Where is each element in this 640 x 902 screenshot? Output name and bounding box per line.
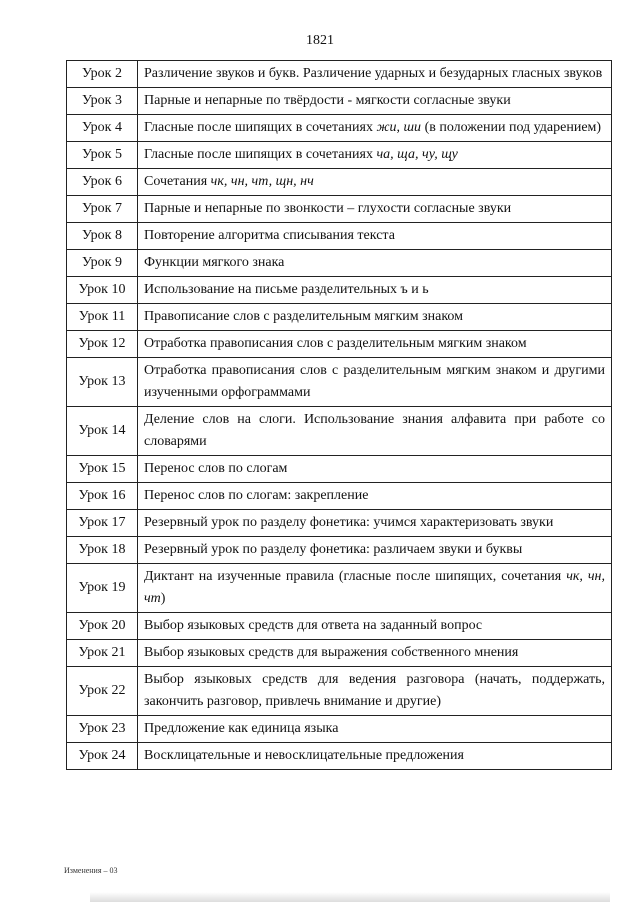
lesson-topic <box>138 331 612 358</box>
scan-bottom-edge <box>90 892 610 902</box>
table-row <box>67 61 612 88</box>
lesson-number: Урок 6 <box>67 169 138 196</box>
topic-text: Гласные после шипящих в сочетаниях <box>144 147 377 162</box>
topic-text: Резервный урок по разделу фонетика: учимся характеризовать звуки <box>144 515 554 530</box>
table-row <box>67 613 612 640</box>
topic-text: Парные и непарные по твёрдости - мягкости согласные звуки <box>144 93 511 108</box>
table-row <box>67 223 612 250</box>
page-number: 1821 <box>306 33 334 48</box>
topic-text: Перенос слов по слогам <box>144 461 288 476</box>
lesson-topic <box>138 510 612 537</box>
topic-text: , <box>396 120 404 135</box>
table-row <box>67 250 612 277</box>
topic-italic-text: ши <box>403 120 422 135</box>
table-row <box>67 640 612 667</box>
lesson-topic <box>138 61 612 88</box>
lesson-table-body <box>67 61 612 770</box>
lesson-number: Урок 2 <box>67 61 138 88</box>
lesson-number: Урок 11 <box>67 304 138 331</box>
topic-italic-text: жи <box>376 120 397 135</box>
lesson-topic <box>138 716 612 743</box>
lesson-topic <box>138 537 612 564</box>
lesson-topic <box>138 88 612 115</box>
table-row <box>67 331 612 358</box>
lesson-number: Урок 24 <box>67 743 138 770</box>
lesson-number: Урок 14 <box>67 407 138 456</box>
table-row <box>67 142 612 169</box>
table-row <box>67 196 612 223</box>
topic-text: Восклицательные и невосклицательные предложения <box>144 748 464 763</box>
topic-text: Резервный урок по разделу фонетика: различаем звуки и буквы <box>144 542 523 557</box>
lesson-number: Урок 5 <box>67 142 138 169</box>
lesson-number: Урок 12 <box>67 331 138 358</box>
topic-text: Правописание слов с разделительным мягким знаком <box>144 309 464 324</box>
lesson-topic <box>138 483 612 510</box>
lesson-number: Урок 4 <box>67 115 138 142</box>
table-row <box>67 564 612 613</box>
lesson-topic <box>138 613 612 640</box>
table-row <box>67 743 612 770</box>
topic-text: Деление слов на слоги. Использование знания алфавита при работе со словарями <box>144 412 605 449</box>
lesson-number: Урок 22 <box>67 667 138 716</box>
lesson-number: Урок 17 <box>67 510 138 537</box>
table-row <box>67 537 612 564</box>
topic-text: Выбор языковых средств для ответа на заданный вопрос <box>144 618 483 633</box>
topic-text: Выбор языковых средств для выражения собственного мнения <box>144 645 519 660</box>
topic-text: Различение звуков и букв. Различение ударных и безударных гласных звуков <box>144 66 603 81</box>
lesson-topic <box>138 250 612 277</box>
lesson-topic <box>138 358 612 407</box>
table-row <box>67 716 612 743</box>
lesson-number: Урок 13 <box>67 358 138 407</box>
lesson-number: Урок 7 <box>67 196 138 223</box>
lesson-number: Урок 21 <box>67 640 138 667</box>
lesson-topic <box>138 169 612 196</box>
topic-text: Отработка правописания слов с разделительным мягким знаком <box>144 336 527 351</box>
lesson-number: Урок 16 <box>67 483 138 510</box>
topic-text: Предложение как единица языка <box>144 721 339 736</box>
topic-text: ) <box>160 591 166 606</box>
lesson-table <box>66 60 612 770</box>
lesson-number: Урок 19 <box>67 564 138 613</box>
table-row <box>67 169 612 196</box>
lesson-topic <box>138 743 612 770</box>
lesson-topic <box>138 456 612 483</box>
table-row <box>67 88 612 115</box>
lesson-number: Урок 8 <box>67 223 138 250</box>
topic-italic-text: чк, чн, чт <box>144 569 605 606</box>
table-row <box>67 483 612 510</box>
table-row <box>67 667 612 716</box>
topic-italic-text: ча, ща, чу, щу <box>376 147 458 162</box>
topic-text: Отработка правописания слов с разделительным мягким знаком и другими изученными орфограммами <box>144 363 605 400</box>
lesson-topic <box>138 667 612 716</box>
table-row <box>67 304 612 331</box>
lesson-topic <box>138 640 612 667</box>
lesson-topic <box>138 407 612 456</box>
topic-text: Выбор языковых средств для ведения разговора (начать, поддержать, закончить разговор, привлечь внимание и другие) <box>144 672 605 709</box>
topic-text: Перенос слов по слогам: закрепление <box>144 488 369 503</box>
lesson-number: Урок 18 <box>67 537 138 564</box>
topic-italic-text: чк, чн, чт, щн, нч <box>210 174 314 189</box>
table-row <box>67 510 612 537</box>
lesson-topic <box>138 223 612 250</box>
table-row <box>67 407 612 456</box>
lesson-topic <box>138 564 612 613</box>
footer-changes-note: Изменения – 03 <box>64 866 118 875</box>
topic-text: Сочетания <box>144 174 211 189</box>
topic-text: (в положении под ударением) <box>421 120 602 135</box>
lesson-topic <box>138 304 612 331</box>
topic-text: Диктант на изученные правила (гласные после шипящих, сочетания <box>144 569 567 584</box>
table-row <box>67 115 612 142</box>
table-row <box>67 456 612 483</box>
lesson-number: Урок 23 <box>67 716 138 743</box>
topic-text: Повторение алгоритма списывания текста <box>144 228 395 243</box>
lesson-number: Урок 15 <box>67 456 138 483</box>
topic-text: Использование на письме разделительных ъ и ь <box>144 282 429 297</box>
topic-text: Парные и непарные по звонкости – глухости согласные звуки <box>144 201 512 216</box>
lesson-topic <box>138 277 612 304</box>
lesson-topic <box>138 142 612 169</box>
topic-text: Гласные после шипящих в сочетаниях <box>144 120 377 135</box>
lesson-number: Урок 20 <box>67 613 138 640</box>
table-row <box>67 277 612 304</box>
lesson-topic <box>138 115 612 142</box>
lesson-topic <box>138 196 612 223</box>
lesson-number: Урок 9 <box>67 250 138 277</box>
lesson-number: Урок 3 <box>67 88 138 115</box>
topic-text: Функции мягкого знака <box>144 255 285 270</box>
table-row <box>67 358 612 407</box>
lesson-number: Урок 10 <box>67 277 138 304</box>
